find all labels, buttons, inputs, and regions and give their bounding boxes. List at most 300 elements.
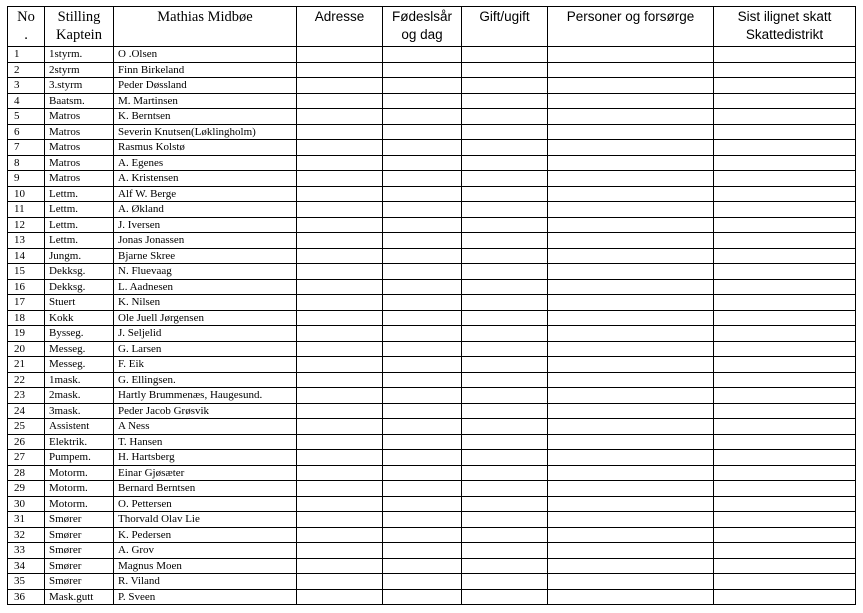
- row-personer: [548, 202, 714, 218]
- table-row: [8, 357, 856, 373]
- row-fodselsar: [383, 171, 462, 187]
- row-number: 29: [8, 481, 45, 497]
- row-gift-ugift: [462, 341, 548, 357]
- table-row: [8, 155, 856, 171]
- row-number: 36: [8, 589, 45, 605]
- row-skatt: [714, 217, 856, 233]
- row-name: F. Eik: [114, 357, 297, 373]
- row-number: 31: [8, 512, 45, 528]
- row-stilling: Pumpem.: [45, 450, 114, 466]
- row-skatt: [714, 558, 856, 574]
- row-gift-ugift: [462, 419, 548, 435]
- row-skatt: [714, 171, 856, 187]
- row-stilling: Motorm.: [45, 496, 114, 512]
- row-gift-ugift: [462, 171, 548, 187]
- table-row: [8, 124, 856, 140]
- header-adresse: Adresse: [297, 7, 383, 47]
- table-row: [8, 326, 856, 342]
- table-row: [8, 388, 856, 404]
- row-name: K. Berntsen: [114, 109, 297, 125]
- row-skatt: [714, 47, 856, 63]
- row-fodselsar: [383, 295, 462, 311]
- row-name: Peder Jacob Grøsvik: [114, 403, 297, 419]
- row-name: Rasmus Kolstø: [114, 140, 297, 156]
- row-adresse: [297, 372, 383, 388]
- table-row: [8, 589, 856, 605]
- table-row: [8, 372, 856, 388]
- row-skatt: [714, 341, 856, 357]
- row-adresse: [297, 233, 383, 249]
- table-row: [8, 109, 856, 125]
- row-stilling: Matros: [45, 109, 114, 125]
- row-name: Hartly Brummenæs, Haugesund.: [114, 388, 297, 404]
- row-number: 32: [8, 527, 45, 543]
- row-adresse: [297, 388, 383, 404]
- row-fodselsar: [383, 512, 462, 528]
- row-skatt: [714, 93, 856, 109]
- row-skatt: [714, 388, 856, 404]
- row-adresse: [297, 512, 383, 528]
- row-gift-ugift: [462, 589, 548, 605]
- row-name: Jonas Jonassen: [114, 233, 297, 249]
- row-number: 1: [8, 47, 45, 63]
- row-stilling: Kokk: [45, 310, 114, 326]
- row-personer: [548, 62, 714, 78]
- row-name: J. Seljelid: [114, 326, 297, 342]
- row-personer: [548, 372, 714, 388]
- row-adresse: [297, 217, 383, 233]
- row-stilling: Smører: [45, 558, 114, 574]
- row-skatt: [714, 403, 856, 419]
- table-row: [8, 481, 856, 497]
- table-row: [8, 295, 856, 311]
- row-personer: [548, 341, 714, 357]
- table-row: [8, 47, 856, 63]
- row-gift-ugift: [462, 93, 548, 109]
- row-adresse: [297, 465, 383, 481]
- row-gift-ugift: [462, 264, 548, 280]
- row-adresse: [297, 419, 383, 435]
- row-stilling: Matros: [45, 124, 114, 140]
- row-skatt: [714, 295, 856, 311]
- row-skatt: [714, 186, 856, 202]
- row-adresse: [297, 574, 383, 590]
- row-stilling: Messeg.: [45, 341, 114, 357]
- header-name: Mathias Midbøe: [114, 7, 297, 47]
- row-personer: [548, 78, 714, 94]
- row-gift-ugift: [462, 202, 548, 218]
- row-number: 35: [8, 574, 45, 590]
- row-gift-ugift: [462, 62, 548, 78]
- row-gift-ugift: [462, 124, 548, 140]
- row-gift-ugift: [462, 279, 548, 295]
- table-row: [8, 434, 856, 450]
- row-skatt: [714, 512, 856, 528]
- row-stilling: Smører: [45, 543, 114, 559]
- row-stilling: Assistent: [45, 419, 114, 435]
- row-fodselsar: [383, 372, 462, 388]
- row-fodselsar: [383, 341, 462, 357]
- row-adresse: [297, 450, 383, 466]
- row-number: 4: [8, 93, 45, 109]
- row-personer: [548, 357, 714, 373]
- row-personer: [548, 186, 714, 202]
- row-number: 15: [8, 264, 45, 280]
- row-fodselsar: [383, 574, 462, 590]
- row-skatt: [714, 372, 856, 388]
- row-number: 28: [8, 465, 45, 481]
- row-adresse: [297, 403, 383, 419]
- row-number: 20: [8, 341, 45, 357]
- table-row: [8, 574, 856, 590]
- row-fodselsar: [383, 589, 462, 605]
- row-personer: [548, 465, 714, 481]
- row-gift-ugift: [462, 481, 548, 497]
- row-number: 18: [8, 310, 45, 326]
- row-stilling: Matros: [45, 171, 114, 187]
- row-adresse: [297, 295, 383, 311]
- row-personer: [548, 481, 714, 497]
- row-adresse: [297, 140, 383, 156]
- row-adresse: [297, 109, 383, 125]
- row-fodselsar: [383, 496, 462, 512]
- row-stilling: 1styrm.: [45, 47, 114, 63]
- row-skatt: [714, 78, 856, 94]
- row-number: 5: [8, 109, 45, 125]
- row-stilling: Bysseg.: [45, 326, 114, 342]
- row-stilling: Elektrik.: [45, 434, 114, 450]
- row-name: M. Martinsen: [114, 93, 297, 109]
- row-adresse: [297, 264, 383, 280]
- table-row: [8, 465, 856, 481]
- table-row: [8, 248, 856, 264]
- row-name: O .Olsen: [114, 47, 297, 63]
- row-skatt: [714, 124, 856, 140]
- row-stilling: 2styrm: [45, 62, 114, 78]
- row-fodselsar: [383, 155, 462, 171]
- row-personer: [548, 589, 714, 605]
- row-stilling: Baatsm.: [45, 93, 114, 109]
- row-gift-ugift: [462, 512, 548, 528]
- row-skatt: [714, 62, 856, 78]
- row-stilling: 2mask.: [45, 388, 114, 404]
- row-personer: [548, 264, 714, 280]
- row-fodselsar: [383, 186, 462, 202]
- table-row: [8, 279, 856, 295]
- row-adresse: [297, 186, 383, 202]
- table-row: [8, 403, 856, 419]
- row-gift-ugift: [462, 140, 548, 156]
- row-personer: [548, 543, 714, 559]
- row-fodselsar: [383, 217, 462, 233]
- row-personer: [548, 450, 714, 466]
- row-personer: [548, 93, 714, 109]
- row-skatt: [714, 434, 856, 450]
- row-number: 14: [8, 248, 45, 264]
- row-skatt: [714, 496, 856, 512]
- row-number: 6: [8, 124, 45, 140]
- table-row: [8, 558, 856, 574]
- row-number: 7: [8, 140, 45, 156]
- row-fodselsar: [383, 124, 462, 140]
- row-skatt: [714, 109, 856, 125]
- row-fodselsar: [383, 202, 462, 218]
- row-gift-ugift: [462, 233, 548, 249]
- row-number: 17: [8, 295, 45, 311]
- row-adresse: [297, 47, 383, 63]
- row-stilling: Lettm.: [45, 186, 114, 202]
- row-number: 11: [8, 202, 45, 218]
- row-fodselsar: [383, 481, 462, 497]
- row-number: 27: [8, 450, 45, 466]
- row-name: A. Økland: [114, 202, 297, 218]
- row-personer: [548, 279, 714, 295]
- row-stilling: Dekksg.: [45, 279, 114, 295]
- row-adresse: [297, 543, 383, 559]
- row-stilling: Messeg.: [45, 357, 114, 373]
- row-number: 30: [8, 496, 45, 512]
- row-personer: [548, 388, 714, 404]
- table-row: [8, 186, 856, 202]
- row-fodselsar: [383, 78, 462, 94]
- row-name: A. Grov: [114, 543, 297, 559]
- row-gift-ugift: [462, 372, 548, 388]
- header-skatt: Sist ilignet skatt Skattedistrikt: [714, 7, 856, 47]
- table-row: [8, 496, 856, 512]
- row-gift-ugift: [462, 310, 548, 326]
- row-gift-ugift: [462, 496, 548, 512]
- row-name: K. Nilsen: [114, 295, 297, 311]
- row-personer: [548, 512, 714, 528]
- row-skatt: [714, 155, 856, 171]
- table-row: [8, 93, 856, 109]
- row-name: A Ness: [114, 419, 297, 435]
- row-personer: [548, 326, 714, 342]
- row-personer: [548, 434, 714, 450]
- row-name: R. Viland: [114, 574, 297, 590]
- row-fodselsar: [383, 310, 462, 326]
- row-name: Ole Juell Jørgensen: [114, 310, 297, 326]
- row-adresse: [297, 496, 383, 512]
- row-number: 22: [8, 372, 45, 388]
- row-gift-ugift: [462, 527, 548, 543]
- crew-list-table: [7, 6, 856, 605]
- row-name: Magnus Moen: [114, 558, 297, 574]
- row-adresse: [297, 78, 383, 94]
- row-adresse: [297, 248, 383, 264]
- row-personer: [548, 419, 714, 435]
- row-personer: [548, 140, 714, 156]
- row-gift-ugift: [462, 326, 548, 342]
- row-stilling: Dekksg.: [45, 264, 114, 280]
- table-row: [8, 78, 856, 94]
- table-row: [8, 140, 856, 156]
- row-number: 9: [8, 171, 45, 187]
- row-number: 24: [8, 403, 45, 419]
- row-adresse: [297, 171, 383, 187]
- row-fodselsar: [383, 450, 462, 466]
- row-gift-ugift: [462, 403, 548, 419]
- row-name: Bjarne Skree: [114, 248, 297, 264]
- row-fodselsar: [383, 388, 462, 404]
- row-fodselsar: [383, 357, 462, 373]
- row-fodselsar: [383, 109, 462, 125]
- row-stilling: Matros: [45, 140, 114, 156]
- row-gift-ugift: [462, 465, 548, 481]
- row-skatt: [714, 589, 856, 605]
- row-gift-ugift: [462, 248, 548, 264]
- row-personer: [548, 109, 714, 125]
- row-number: 13: [8, 233, 45, 249]
- row-gift-ugift: [462, 217, 548, 233]
- row-stilling: Motorm.: [45, 465, 114, 481]
- row-skatt: [714, 527, 856, 543]
- row-fodselsar: [383, 403, 462, 419]
- row-fodselsar: [383, 140, 462, 156]
- row-stilling: Smører: [45, 527, 114, 543]
- row-gift-ugift: [462, 47, 548, 63]
- row-personer: [548, 403, 714, 419]
- row-gift-ugift: [462, 78, 548, 94]
- row-stilling: 3mask.: [45, 403, 114, 419]
- row-adresse: [297, 124, 383, 140]
- row-fodselsar: [383, 326, 462, 342]
- row-skatt: [714, 326, 856, 342]
- row-gift-ugift: [462, 357, 548, 373]
- row-adresse: [297, 62, 383, 78]
- table-row: [8, 419, 856, 435]
- row-name: L. Aadnesen: [114, 279, 297, 295]
- table-row: [8, 512, 856, 528]
- row-skatt: [714, 357, 856, 373]
- row-number: 26: [8, 434, 45, 450]
- header-gift-ugift: Gift/ugift: [462, 7, 548, 47]
- row-adresse: [297, 357, 383, 373]
- table-row: [8, 171, 856, 187]
- table-row: [8, 264, 856, 280]
- row-personer: [548, 496, 714, 512]
- row-number: 19: [8, 326, 45, 342]
- row-gift-ugift: [462, 574, 548, 590]
- row-skatt: [714, 264, 856, 280]
- row-skatt: [714, 233, 856, 249]
- row-skatt: [714, 419, 856, 435]
- row-number: 10: [8, 186, 45, 202]
- row-personer: [548, 310, 714, 326]
- row-name: Peder Døssland: [114, 78, 297, 94]
- row-fodselsar: [383, 62, 462, 78]
- row-stilling: Lettm.: [45, 202, 114, 218]
- row-stilling: Stuert: [45, 295, 114, 311]
- table-row: [8, 310, 856, 326]
- row-gift-ugift: [462, 434, 548, 450]
- row-stilling: Matros: [45, 155, 114, 171]
- row-adresse: [297, 310, 383, 326]
- row-stilling: Motorm.: [45, 481, 114, 497]
- crew-rows: [8, 47, 856, 605]
- row-personer: [548, 574, 714, 590]
- row-number: 33: [8, 543, 45, 559]
- row-personer: [548, 217, 714, 233]
- row-name: A. Egenes: [114, 155, 297, 171]
- row-name: Bernard Berntsen: [114, 481, 297, 497]
- row-name: Finn Birkeland: [114, 62, 297, 78]
- table-row: [8, 233, 856, 249]
- row-skatt: [714, 140, 856, 156]
- header-no: No .: [8, 7, 45, 47]
- row-gift-ugift: [462, 295, 548, 311]
- row-name: O. Pettersen: [114, 496, 297, 512]
- row-fodselsar: [383, 93, 462, 109]
- row-stilling: Lettm.: [45, 217, 114, 233]
- row-number: 21: [8, 357, 45, 373]
- row-skatt: [714, 248, 856, 264]
- row-number: 25: [8, 419, 45, 435]
- table-row: [8, 217, 856, 233]
- table-row: [8, 62, 856, 78]
- row-personer: [548, 558, 714, 574]
- table-row: [8, 543, 856, 559]
- row-adresse: [297, 326, 383, 342]
- row-skatt: [714, 310, 856, 326]
- row-name: G. Ellingsen.: [114, 372, 297, 388]
- row-adresse: [297, 341, 383, 357]
- row-skatt: [714, 450, 856, 466]
- row-name: K. Pedersen: [114, 527, 297, 543]
- row-skatt: [714, 481, 856, 497]
- row-personer: [548, 233, 714, 249]
- table-row: [8, 202, 856, 218]
- row-personer: [548, 124, 714, 140]
- row-fodselsar: [383, 465, 462, 481]
- row-number: 8: [8, 155, 45, 171]
- row-fodselsar: [383, 279, 462, 295]
- row-adresse: [297, 527, 383, 543]
- row-fodselsar: [383, 248, 462, 264]
- row-fodselsar: [383, 47, 462, 63]
- row-personer: [548, 47, 714, 63]
- row-number: 16: [8, 279, 45, 295]
- row-gift-ugift: [462, 543, 548, 559]
- table-row: [8, 527, 856, 543]
- row-adresse: [297, 279, 383, 295]
- row-number: 2: [8, 62, 45, 78]
- row-adresse: [297, 558, 383, 574]
- row-adresse: [297, 481, 383, 497]
- row-name: Einar Gjøsæter: [114, 465, 297, 481]
- row-fodselsar: [383, 233, 462, 249]
- row-personer: [548, 171, 714, 187]
- row-name: G. Larsen: [114, 341, 297, 357]
- row-gift-ugift: [462, 450, 548, 466]
- row-fodselsar: [383, 434, 462, 450]
- row-name: A. Kristensen: [114, 171, 297, 187]
- row-name: N. Fluevaag: [114, 264, 297, 280]
- row-skatt: [714, 574, 856, 590]
- row-stilling: 3.styrm: [45, 78, 114, 94]
- row-number: 23: [8, 388, 45, 404]
- row-skatt: [714, 465, 856, 481]
- table-row: [8, 450, 856, 466]
- row-stilling: Mask.gutt: [45, 589, 114, 605]
- row-personer: [548, 295, 714, 311]
- row-number: 3: [8, 78, 45, 94]
- row-name: Severin Knutsen(Løklingholm): [114, 124, 297, 140]
- row-personer: [548, 248, 714, 264]
- row-skatt: [714, 202, 856, 218]
- header-personer: Personer og forsørge: [548, 7, 714, 47]
- row-fodselsar: [383, 264, 462, 280]
